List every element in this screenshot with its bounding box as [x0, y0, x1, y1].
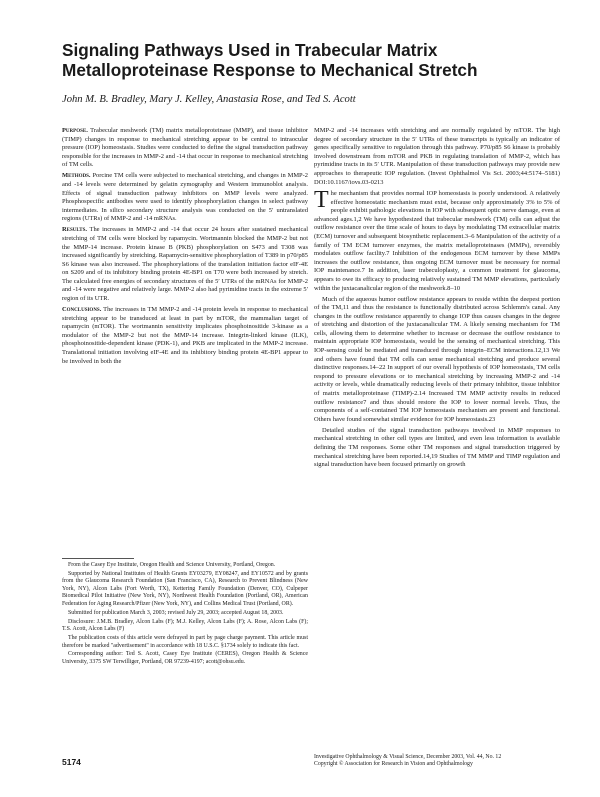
body-paragraph-3: Detailed studies of the signal transduction pathways involved in MMP responses to mechanical stretching in other cell types are limited, and even less information is available defining the TM responses. Some other TM responses and signal transduction triggered by mechanical stretching have been reported.14,19 Studies of TM MMP and TIMP regulation and signal transduction have been focused primarily on growth — [314, 426, 560, 469]
abstract-results — [62, 226, 308, 303]
drop-cap: T — [314, 187, 329, 213]
conclusions-text: The increases in TM MMP-2 and -14 protein levels in response to mechanical stretching appear to be transduced at least in part by mTOR, the mammalian target of rapamycin (mTOR). The wortmannin sensitivity implicates phosphoinositide 3-kinase as a modulator of the MMP-2 but not the MMP-14 increase. Integrin-linked kinase (ILK), phosphoinositide-dependent kinase (PDK-1), and PKB are implicated in the MMP-2 increase. Translational initiation involving eIF-4E and its inhibitory binding protein 4E-BP1 appear to be involved in both the — [62, 306, 308, 365]
footnote-affiliation: From the Casey Eye Institute, Oregon Health and Science University, Portland, Oregon. — [68, 562, 276, 568]
abstract-methods — [62, 172, 308, 224]
journal-citation: Investigative Ophthalmology & Visual Science, December 2003, Vol. 44, No. 12 — [314, 754, 502, 760]
body-paragraph-2: Much of the aqueous humor outflow resistance appears to reside within the deepest portion of the TM,11 and thus the resistance is functionally distributed across Schlemm's canal. Any changes in the outflow resistance apparently to change IOP thus causes changes in the degree of stretching and distortion of the juxtacanalicular TM. A likely sensing mechanism for TM cells, allowing them to determine whether to increase or decrease the outflow resistance to maintain appropriate IOP homeostasis, would be the sensing of mechanical stretching. This IOP-sensing could be mediated and transduced through integrin–ECM interactions.12,13 We and others have found that TM cells can sense mechanical stretching and produce several distinctive responses.14–22 In support of our overall hypothesis of IOP homeostasis, TM cells respond to pressure elevations or to mechanical stretching by increasing MMP-2 and -14 activity or levels, while dramatically reducing levels of their primary inhibitor, tissue inhibitor of matrix metalloproteinase (TIMP)-2.14 Increased TM MMP activity results in reduced outflow resistance7 and thus should restore the IOP to lower normal levels. Thus, the components of a self-contained TM IOP homeostasis mechanism are present and functional. Others have found somewhat similar evidence for IOP homeostasis.23 — [314, 295, 560, 423]
footnote-corresponding-author: Corresponding author: Ted S. Acott, Casey Eye Institute (CERES), Oregon Health & Science University, 3375 SW Terwilliger, Portland, OR 97239-4197; acott@ohsu.edu. — [62, 651, 308, 665]
abstract-continued — [314, 127, 560, 190]
abstract-continued-text: MMP-2 and -14 increases with stretching and are normally regulated by mTOR. The high degree of secondary structure in the 5′ UTRs of these transcripts is typically an indicator of genes specifically sensitive to regulation through this pathway. P70/p85 S6 kinase is probably involved downstream from mTOR and PKB in regulating translation of MMP-2, which has pyrimidine tracts in its 5′ UTR. Manipulation of these transduction pathways may provide new approaches to therapeutic IOP regulation. (Invest Ophthalmol Vis Sci. 2003;44:5174–5181) DOI:10.1167/iovs.03-0213 — [314, 127, 560, 186]
methods-text: Porcine TM cells were subjected to mechanical stretching, and changes in MMP-2 and -14 levels were determined by gelatin zymography and Western immunoblot analysis. Effects of signal transduction pathway inhibitors on MMP levels were analyzed. Phosphospecific antibodies were used to identify phosphorylation changes in select pathway intermediates. In silico secondary structure analysis was conducted on the 5′ untranslated regions (UTRs) of MMP-2 and -14 mRNAs. — [62, 172, 308, 223]
abstract-purpose — [62, 127, 308, 170]
page-number: 5174 — [62, 757, 81, 767]
results-text: The increases in MMP-2 and -14 that occur 24 hours after sustained mechanical stretching of TM cells were blocked by rapamycin. Wortmannin blocked the MMP-2 but not the MMP-14 increase. Protein kinase B (PKB) phosphorylation on S473 and T308 was increased significantly by stretching. Rapamycin-sensitive phosphorylation of T389 in p70/p85 S6 kinase was also increased. The phosphorylations of the translation initiation factor eIF-4E on S209 and of its inhibitory binding protein 4E-BP1 on T70 were both increased by stretch. The calculated free energies of secondary structures of the 5′ UTRs of the mRNAs for MMP-2 and -14 were negative and relatively large. MMP-2 also had pyrimidine tracts in the extreme 5′ region of its UTR. — [62, 226, 308, 303]
footnote-disclosure: Disclosure: J.M.B. Bradley, Alcon Labs (F); M.J. Kelley, Alcon Labs (F); A. Rose, Alcon Labs (F); T.S. Acott, Alcon Labs (F) — [62, 618, 308, 633]
body-paragraph-1 — [314, 187, 560, 293]
footnote-support: Supported by National Institutes of Health Grants EY03279, EY08247, and EY10572 and by grants from the Glaucoma Research Foundation (San Francisco, CA), Research to Prevent Blindness (New York, NY), Alcon Labs (Fort Worth, TX), Kettering Family Foundation (Denver, CO), Culpeper Biomedical Pilot Initiative (New York, NY), Northwest Health Foundation (Portland, OR), American Federation for Aging Research/Pfizer (New York, NY), and Collins Medical Trust (Portland, OR). — [62, 570, 308, 607]
purpose-heading: Purpose. — [62, 127, 88, 134]
footnote-submitted: Submitted for publication March 3, 2003; revised July 29, 2003; accepted August 18, 2003. — [68, 609, 284, 616]
author-list: John M. B. Bradley, Mary J. Kelley, Anastasia Rose, and Ted S. Acott — [62, 94, 356, 105]
copyright-line: Copyright © Association for Research in Vision and Ophthalmology — [314, 761, 473, 768]
body-paragraph-1-text: he mechanism that provides normal IOP homeostasis is poorly understood. A relatively effective homeostatic mechanism must exist, because only approximately 3% to 5% of people exhibit pathologic elevations in IOP with subsequent optic nerve damage, even at advanced ages.1,2 We have hypothesized that trabecular meshwork (TM) cells can adjust the outflow resistance over the time scale of hours to days by modulating TM extracellular matrix (ECM) turnover and subsequent biosynthetic replacement.3–6 Manipulation of the activity of a family of TM ECM turnover enzymes, the matrix metalloproteinases (MMPs), reversibly modulates outflow facility.7 Inhibition of the endogenous ECM turnover by these MMPs increases the outflow resistance, thus ongoing ECM turnover must be necessary for normal IOP maintenance.7 In addition, laser trabeculoplasty, a common treatment for glaucoma, appears to owe its efficacy to producing relatively sustained TM MMP elevations, particularly within the juxtacanalicular region of the meshwork.8–10 — [314, 190, 560, 292]
abstract-column — [62, 127, 308, 369]
footnotes — [62, 562, 308, 668]
abstract-conclusions — [62, 306, 308, 366]
footnote-divider — [62, 558, 134, 559]
methods-heading: Methods. — [62, 172, 91, 180]
purpose-text: Trabecular meshwork (TM) matrix metalloproteinase (MMP), and tissue inhibitor (TIMP) changes in response to mechanical stretching appear to be central to intraocular pressure (IOP) homeostasis. Studies were conducted to define the signal transduction pathway responsible for the increases in MMP-2 and -14 that occur in response to mechanical stretching of TM cells. — [62, 127, 308, 169]
footnote-publication-costs: The publication costs of this article were defrayed in part by page charge payment. This article must therefore be marked "advertisement" in accordance with 18 U.S.C. §1734 solely to indicate this fact. — [62, 635, 308, 649]
article-title: Signaling Pathways Used in Trabecular Matrix Metalloproteinase Response to Mechanical Stretch — [62, 40, 478, 80]
journal-footer — [314, 754, 560, 769]
results-heading: Results. — [62, 226, 87, 234]
conclusions-heading: Conclusions. — [62, 306, 102, 314]
body-column — [314, 187, 560, 472]
